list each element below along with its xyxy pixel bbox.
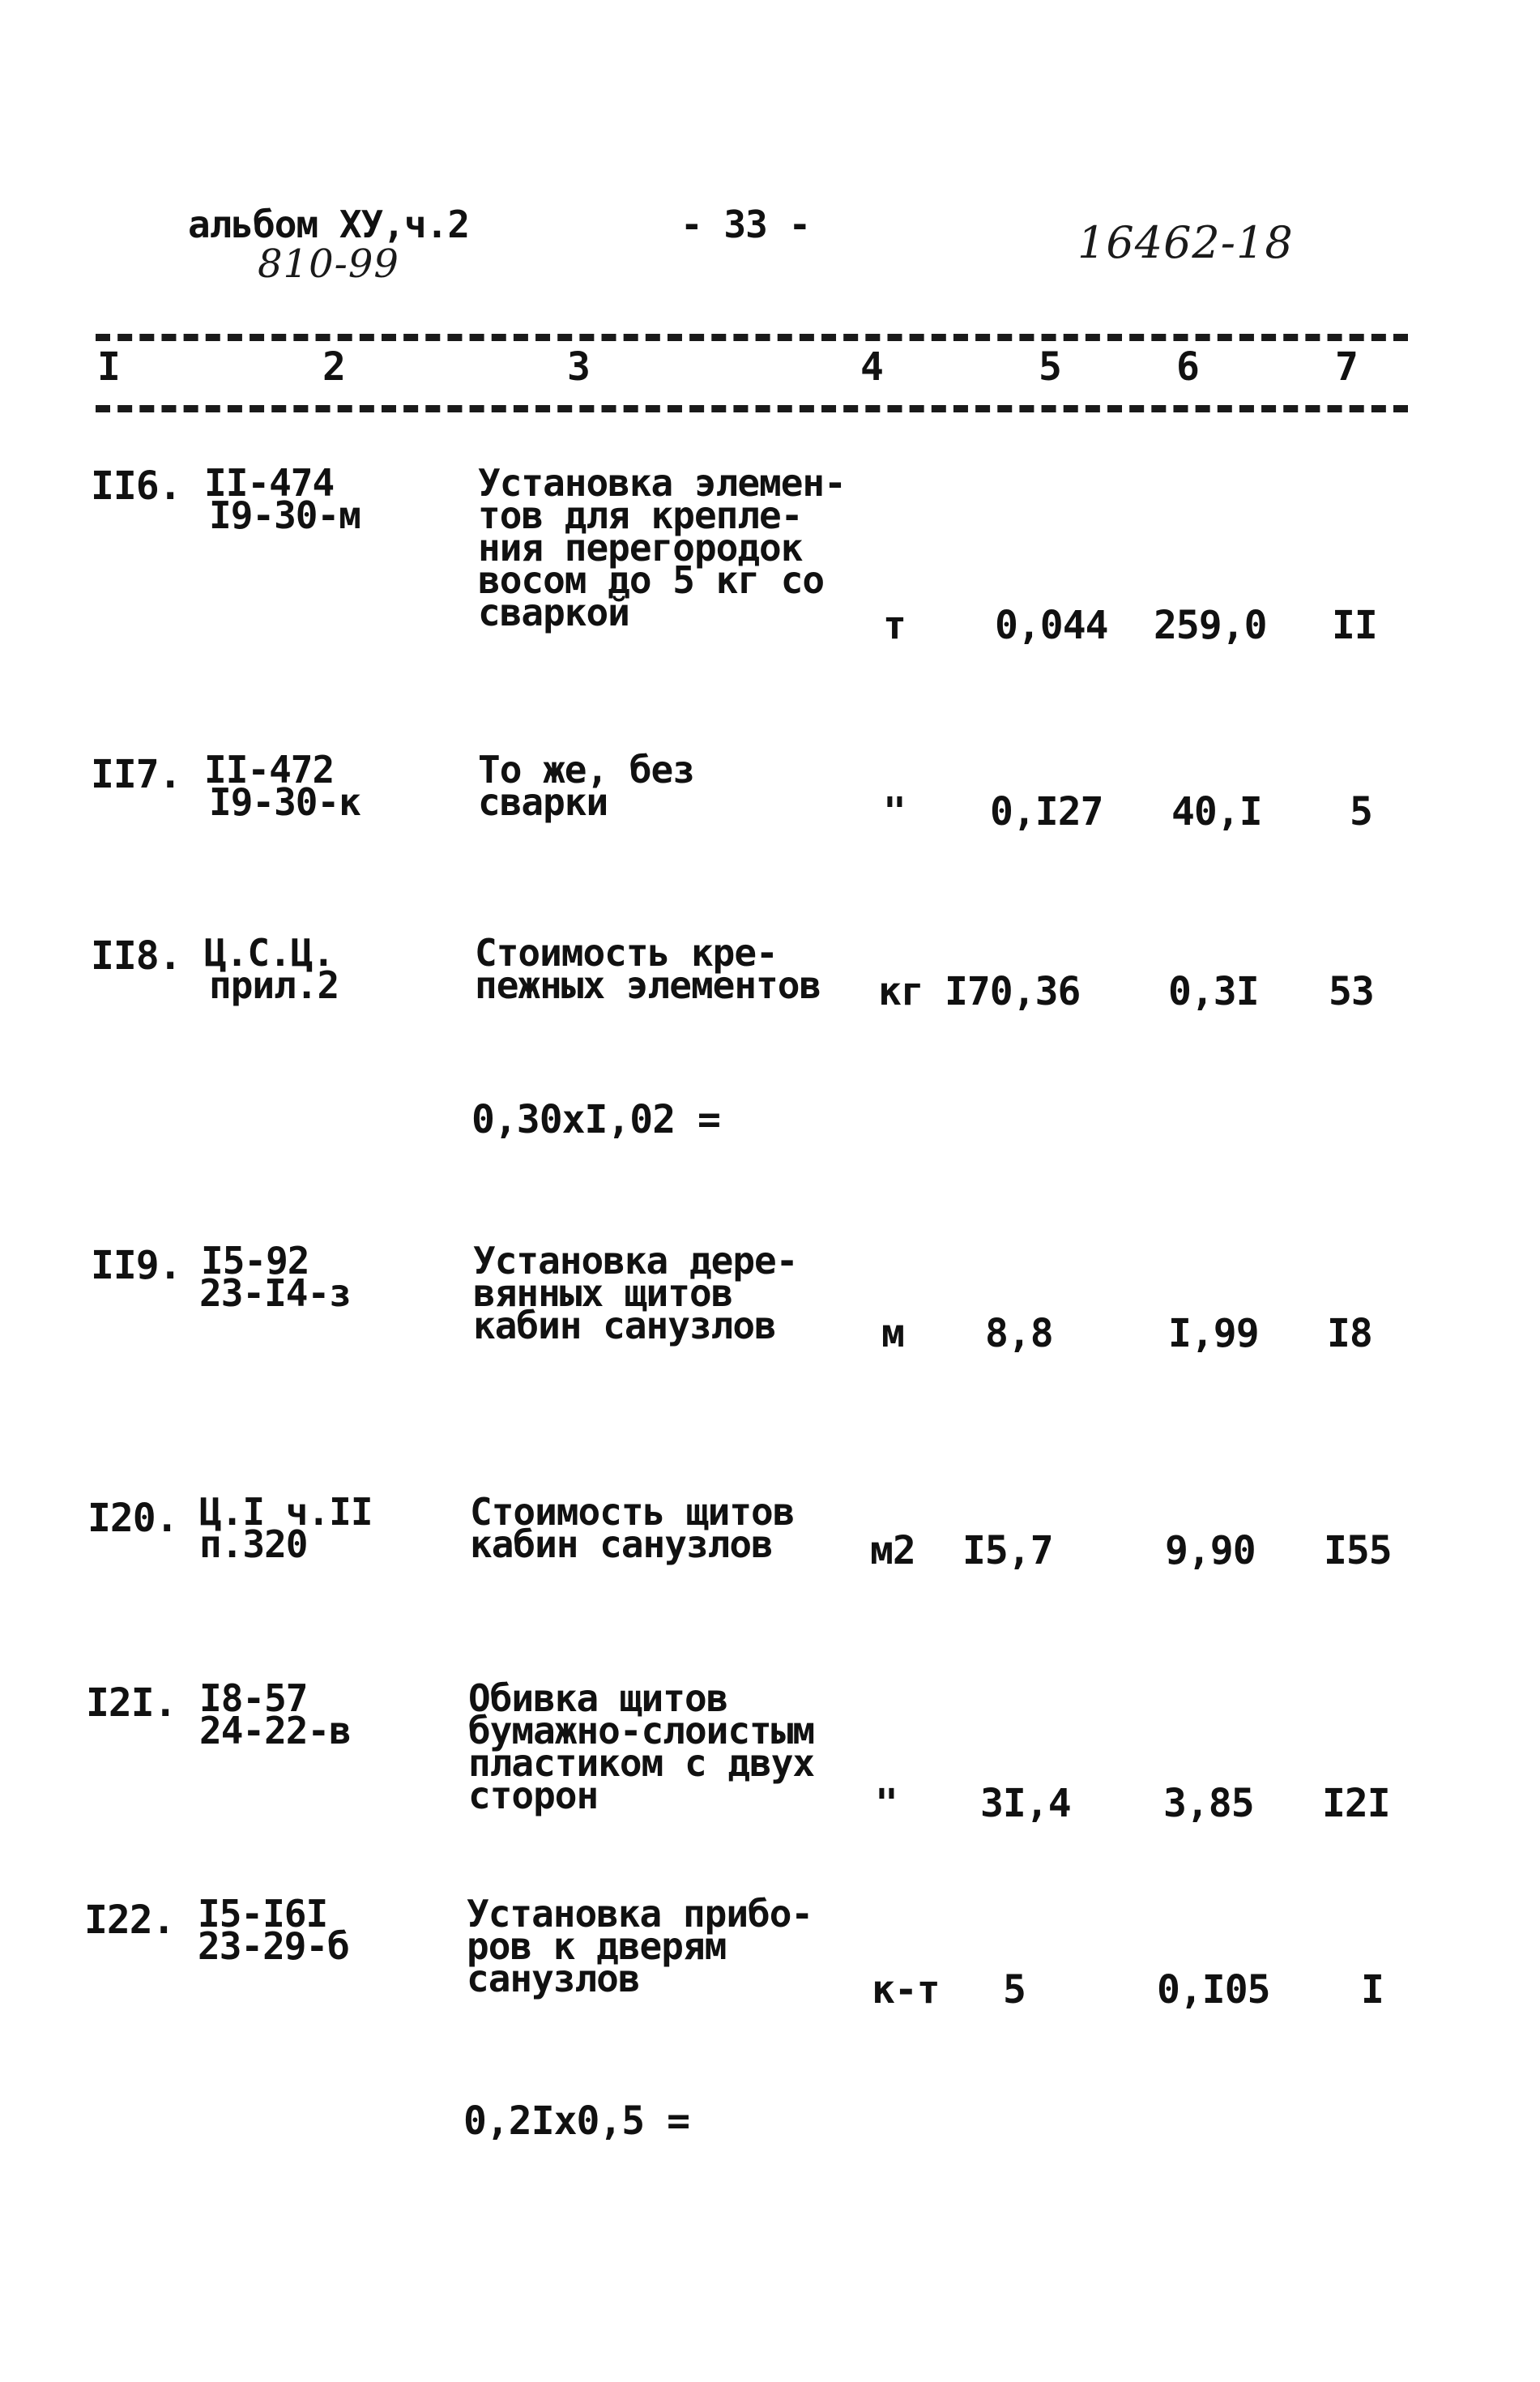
description-line: кабин санузлов [473,1304,776,1347]
description-line: кабин санузлов [470,1522,773,1566]
row-number: II6. [91,463,181,509]
description-line: пежных элементов [475,963,821,1007]
column-number-1: I [97,344,121,390]
unit-price-cell: 40,I [1171,789,1262,835]
total-cell: 53 [1329,969,1374,1014]
description-line: санузлов [467,1957,640,2000]
description-line: Стоимость щитов [470,1490,795,1534]
description-line: восом до 5 кг со [478,558,825,602]
unit-cell: " [883,789,906,835]
calculation-formula: 0,30xI,02 = [471,1097,720,1142]
column-number-7: 7 [1335,344,1359,390]
description-line: Обивка щитов [468,1676,728,1720]
row-number: I2I. [86,1680,177,1726]
row-number: II9. [91,1243,181,1288]
norm-code-line: 23-29-б [198,1924,349,1968]
description-line: Установка элемен- [478,461,846,505]
quantity-cell: 5 [1003,1967,1026,2013]
description-line: сторон [468,1774,599,1817]
unit-price-cell: 259,0 [1154,603,1267,648]
norm-code-line: I8-57 [199,1676,308,1720]
quantity-cell: I70,36 [945,969,1081,1014]
unit-price-cell: I,99 [1168,1311,1259,1356]
total-cell: I [1361,1967,1384,2013]
description-line: сварки [478,780,608,824]
row-number: I22. [84,1897,175,1943]
unit-price-cell: 3,85 [1163,1781,1254,1826]
description-line: пластиком с двух [468,1741,815,1785]
unit-price-cell: 0,3I [1168,969,1259,1014]
norm-code-line: I9-30-м [209,493,360,537]
calculation-formula: 0,2Ix0,5 = [463,2098,689,2144]
description-line: Установка дере- [473,1239,798,1283]
norm-code-line: II-474 [204,461,335,505]
description-line: тов для крепле- [478,493,803,537]
quantity-cell: 8,8 [985,1311,1053,1356]
norm-code-line: Ц.I ч.II [199,1490,373,1534]
unit-cell: т [883,603,906,648]
column-number-5: 5 [1039,344,1062,390]
norm-code-line: I5-92 [201,1239,309,1283]
document-code-handwritten: 16462-18 [1077,217,1294,268]
unit-cell: кг [878,969,924,1014]
total-cell: I8 [1327,1311,1372,1356]
description-line: бумажно-слоистым [468,1709,815,1752]
unit-cell: м2 [870,1528,915,1573]
album-handwritten-note: 810-99 [258,241,399,287]
row-number: II7. [91,752,181,797]
header-bottom-rule [96,405,1408,412]
unit-cell: к-т [872,1967,940,2013]
norm-code-line: I9-30-к [209,780,360,824]
album-label: альбом ХУ,ч.2 [188,203,470,246]
column-number-4: 4 [860,344,884,390]
header-top-rule [96,334,1408,341]
norm-code-line: I5-I6I [198,1892,328,1936]
unit-cell: " [875,1781,898,1826]
row-number: II8. [91,933,181,979]
quantity-cell: 3I,4 [980,1781,1071,1826]
norm-code-line: Ц.С.Ц. [204,931,335,975]
column-number-6: 6 [1176,344,1200,390]
column-number-3: 3 [567,344,591,390]
total-cell: I2I [1322,1781,1390,1826]
description-line: ния перегородок [478,526,803,570]
description-line: Стоимость кре- [475,931,778,975]
description-line: вянных щитов [473,1271,733,1315]
norm-code-line: 24-22-в [199,1709,351,1752]
row-number: I20. [87,1496,178,1541]
description-line: ров к дверям [467,1924,727,1968]
description-line: Установка прибо- [467,1892,813,1936]
unit-cell: м [881,1311,904,1356]
column-number-2: 2 [322,344,346,390]
quantity-cell: 0,044 [995,603,1108,648]
norm-code-line: 23-I4-з [199,1271,351,1315]
quantity-cell: 0,I27 [990,789,1103,835]
description-line: То же, без [478,748,694,792]
unit-price-cell: 0,I05 [1157,1967,1270,2013]
total-cell: II [1332,603,1377,648]
norm-code-line: II-472 [204,748,335,792]
quantity-cell: I5,7 [962,1528,1053,1573]
norm-code-line: п.320 [199,1522,308,1566]
norm-code-line: прил.2 [209,963,339,1007]
total-cell: I55 [1324,1528,1392,1573]
unit-price-cell: 9,90 [1165,1528,1256,1573]
description-line: сваркой [478,591,629,634]
total-cell: 5 [1350,789,1372,835]
page-number: - 33 - [680,203,811,246]
